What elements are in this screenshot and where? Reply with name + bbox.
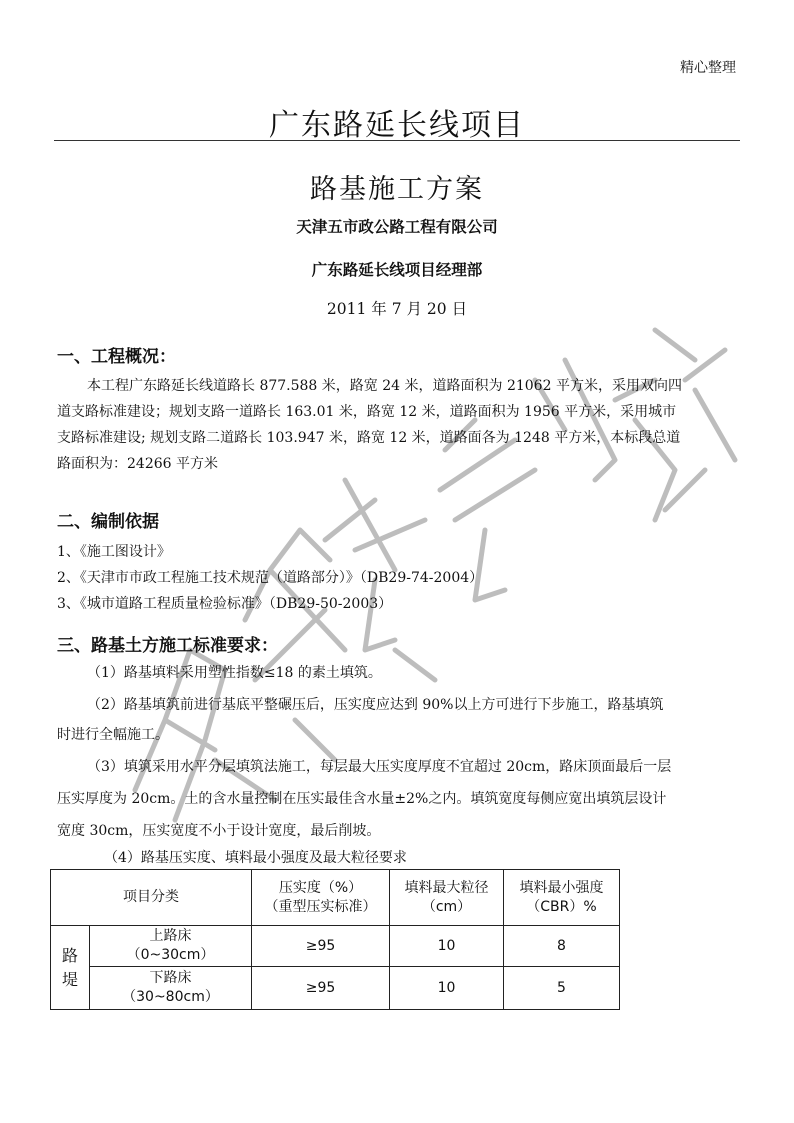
basis-item: 1、《施工图设计》 — [57, 544, 171, 560]
requirement-line: 宽度 30cm，压实宽度不小于设计宽度，最后削坡。 — [57, 823, 381, 839]
header-min-strength — [504, 870, 620, 926]
requirement-line: （3）填筑采用水平分层填筑法施工，每层最大压实度厚度不宜超过 20cm，路床顶面最后一层 — [87, 759, 672, 775]
header-category: 项目分类 — [51, 870, 252, 926]
cell-max-size: 10 — [390, 967, 504, 1010]
group-label-char: 路 — [61, 945, 78, 965]
row-range: （0~30cm） — [126, 947, 215, 963]
header-compaction-line2: （重型压实标准） — [264, 898, 377, 915]
document-title: 广东路延长线项目 — [269, 108, 525, 143]
overview-line: 道支路标准建设；规划支路一道路长 163.01 米，路宽 12 米，道路面积为 1956 平方米，采用城市 — [57, 404, 677, 420]
group-label — [51, 926, 90, 1010]
cell-min-strength: 8 — [504, 926, 620, 967]
overview-line: 本工程广东路延长线道路长 877.588 米，路宽 24 米，道路面积为 21062 平方米，采用双向四 — [87, 378, 682, 394]
row-name: 下路床 — [149, 970, 192, 986]
row-range: （30~80cm） — [122, 989, 219, 1005]
header-divider — [54, 140, 740, 141]
compaction-table — [50, 869, 620, 1010]
header-min-strength-line2: （CBR）% — [526, 898, 597, 915]
requirements-paragraph — [57, 660, 737, 844]
header-max-size-line1: 填料最大粒径 — [404, 879, 489, 896]
table-caption: （4）路基压实度、填料最小强度及最大粒径要求 — [104, 850, 407, 866]
requirement-line: 时进行全幅施工。 — [57, 727, 169, 743]
basis-item: 2、《天津市市政工程施工技术规范（道路部分）》（DB29-74-2004） — [57, 570, 484, 586]
row-category — [90, 926, 252, 967]
header-max-size — [390, 870, 504, 926]
requirement-line: （1）路基填料采用塑性指数≤18 的素土填筑。 — [87, 665, 382, 681]
header-compaction — [252, 870, 390, 926]
header-note: 精心整理 — [680, 60, 736, 76]
row-name: 上路床 — [149, 928, 192, 944]
document-subtitle: 路基施工方案 — [310, 174, 484, 205]
basis-item: 3、《城市道路工程质量检验标准》（DB29-50-2003） — [57, 596, 393, 612]
company-name: 天津五市政公路工程有限公司 — [296, 217, 498, 236]
requirement-line: 压实厚度为 20cm。土的含水量控制在压实最佳含水量±2%之内。填筑宽度每侧应宽出填筑层设计 — [57, 791, 667, 807]
overview-line: 支路标准建设; 规划支路二道路长 103.947 米，路宽 12 米，道路面各为 1248 平方米，本标段总道 — [57, 430, 681, 446]
document-date: 2011 年 7 月 20 日 — [326, 300, 468, 318]
cell-max-size: 10 — [390, 926, 504, 967]
cell-compaction: ≥95 — [252, 926, 390, 967]
section-heading-basis: 二、编制依据 — [57, 512, 159, 532]
table-row — [51, 967, 620, 1010]
header-compaction-line1: 压实度（%） — [278, 879, 363, 896]
header-max-size-line2: （cm） — [421, 898, 472, 915]
cell-min-strength: 5 — [504, 967, 620, 1010]
row-category — [90, 967, 252, 1010]
table-row — [51, 926, 620, 967]
department-name: 广东路延长线项目经理部 — [311, 260, 483, 279]
group-label-char: 堤 — [61, 969, 78, 989]
requirement-line: （2）路基填筑前进行基底平整碾压后，压实度应达到 90%以上方可进行下步施工，路基填筑 — [87, 697, 664, 713]
header-min-strength-line1: 填料最小强度 — [519, 879, 604, 896]
overview-paragraph — [57, 373, 737, 477]
section-heading-requirements: 三、路基土方施工标准要求： — [57, 636, 278, 656]
overview-line: 路面积为：24266 平方米 — [57, 456, 218, 472]
section-heading-overview: 一、工程概况： — [57, 347, 176, 367]
cell-compaction: ≥95 — [252, 967, 390, 1010]
